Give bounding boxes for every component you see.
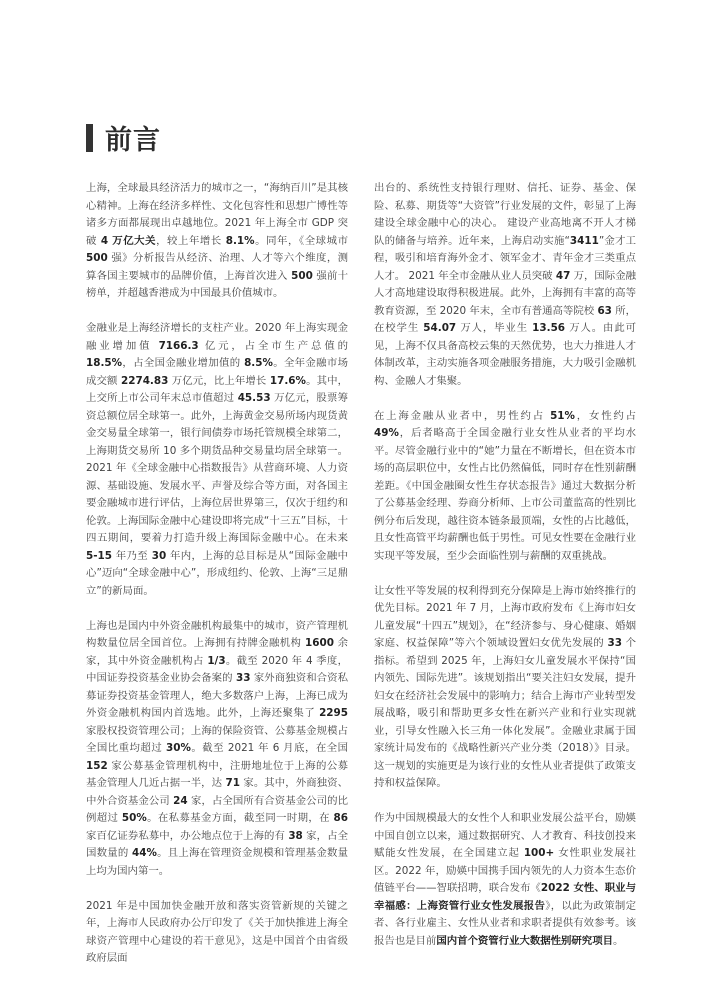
emphasis-text: 71 <box>225 777 240 789</box>
body-text: 万亿元，比上年增长 <box>168 374 270 387</box>
emphasis-text: 1600 <box>305 637 334 649</box>
body-text: 家，占全国所有合资基金公司的比例超过 <box>86 794 348 824</box>
paragraph <box>86 898 348 968</box>
body-text: 。在私募基金方面，截至同一时期，在 <box>146 812 334 824</box>
body-text: 家股权投资管理公司；上海的保险资管、公募基金规模占全国比重均超过 <box>86 724 348 754</box>
emphasis-text: 38 <box>288 829 303 842</box>
emphasis-text: 54.07 <box>423 322 457 334</box>
body-text: 强前十榜单，并超越香港成为中国最具价值城市。 <box>86 269 348 299</box>
emphasis-text: 45.53 <box>237 392 271 404</box>
emphasis-text: 2022 女性、职业与幸福感：上海资管行业女性发展报告 <box>374 882 637 912</box>
emphasis-text: 5-15 <box>86 549 113 562</box>
emphasis-text: 13.56 <box>532 322 566 334</box>
body-text: ，较上年增长 <box>156 234 226 247</box>
emphasis-text: 50% <box>121 812 147 824</box>
body-text: 。 <box>612 934 624 947</box>
paragraph <box>374 583 636 793</box>
emphasis-text: 30 <box>151 549 167 562</box>
emphasis-text: 500 <box>86 252 108 264</box>
page-title: 前言 <box>105 125 161 156</box>
body-text: 。全年金融市场成交额 <box>86 357 348 387</box>
emphasis-text: 33 <box>607 637 623 649</box>
body-text: 万人，毕业生 <box>456 322 533 334</box>
emphasis-text: 8.5% <box>244 357 273 369</box>
emphasis-text: 2274.83 <box>121 374 169 387</box>
emphasis-text: 1/3 <box>207 654 226 667</box>
body-text: 家公募基金管理机构中，注册地址位于上海的公募基金管理人几近占据一半，达 <box>86 759 348 789</box>
body-text: 在上海金融从业者中，男性约占 <box>374 409 551 422</box>
emphasis-text: 8.1% <box>225 234 255 247</box>
body-text: 金融业是上海经济增长的支柱产业。2020 年上海实现金融业增加值 <box>86 322 348 352</box>
left-column <box>86 180 348 985</box>
emphasis-text: 49% <box>374 427 399 439</box>
paragraph <box>374 180 636 390</box>
body-text: 万亿元，股票筹资总额位居全球第一。此外，上海黄金交易所场内现货黄金交易量全球第一，银行间债券市场托管规模全球第二，上海期货交易所 10 多个期货品种交易量均居全球第一。2021 年《全球金融中心指数报告》从营商环境、人力资源、基础设施、发展水平、声誉及综合等方面，对各国主要金融城市进行评估，上海位居世界第三，仅次于纽约和伦敦。上海国际金融中心建设即将完成“十三五”目标，十四五期间，要着力打造升级上海国际金融中心。在未来 <box>86 392 348 544</box>
body-text: 万人。由此可见，上海不仅具备高校云集的天然优势，也大力推进人才体制改革，主动实施各项金融服务措施，大力吸引金融机构、金融人才集聚。 <box>374 322 636 387</box>
paragraph <box>86 618 348 881</box>
right-column <box>374 180 636 968</box>
emphasis-text: 4 万亿大关 <box>100 234 157 247</box>
body-text: 》，以此为政策制定者、各行业雇主、女性从业者和求职者提供有效参考。该报告也是目前 <box>374 899 636 947</box>
paragraph <box>86 180 348 303</box>
emphasis-text: 51% <box>550 409 575 422</box>
emphasis-text: 47 <box>555 269 571 282</box>
body-text: ，占全国金融业增加值的 <box>122 357 245 369</box>
body-text: 亿元，占全市生产总值的 <box>198 339 348 352</box>
heading-accent-bar <box>86 124 93 152</box>
body-text: 万，国际金融人才高地建设取得积极进展。此外，上海拥有丰富的高等教育资源，至 2020 年末，全市有普通高等院校 <box>374 269 636 317</box>
emphasis-text: 17.6% <box>269 374 306 387</box>
body-text: ，女性约占 <box>574 409 637 422</box>
body-text: 上海，全球最具经济活力的城市之一，“海纳百川”是其核心精神。上海在经济多样性、文化包容性和思想广博性等诸多方面都展现出卓越地位。2021 年上海全市 GDP 突破 <box>86 182 348 247</box>
body-text: 。且上海在管理资金规模和管理基金数量上均为国内第一。 <box>86 847 348 877</box>
body-text: ，后者略高于全国金融行业女性从业者的平均水平。尽管金融行业中的“她”力量在不断增长，但在资本市场的高层职位中，女性占比仍然偏低，同时存在性别薪酬差距。《中国金融圈女性生存状态报告》通过大数据分析了公募基金经理、券商分析师、上市公司董监高的性别比例分布后发现，越往资本链条最顶端，女性的占比越低，且女性高管平均薪酬也低于男性。可见女性要在金融行业实现平等发展，至少会面临性别与薪酬的双重挑战。 <box>374 427 636 562</box>
emphasis-text: 152 <box>86 759 108 772</box>
emphasis-text: 2295 <box>319 707 348 719</box>
emphasis-text: 18.5% <box>86 357 123 369</box>
emphasis-text: 3411 <box>569 234 599 247</box>
paragraph <box>86 320 348 600</box>
body-text: 强》分析报告从经济、治理、人才等六个维度，测算各国主要城市的品牌价值，上海首次进入 <box>86 252 348 282</box>
body-text: 家百亿证券私募中，办公地点位于上海的有 <box>86 829 289 842</box>
emphasis-text: 国内首个资管行业大数据性别研究项目 <box>436 934 613 947</box>
body-text: 所，在校学生 <box>374 304 636 334</box>
body-text: 女性职业发展社区。2022 年，励媖中国携手国内领先的人力资本生态价值链平台——智联招聘，联合发布《 <box>374 847 636 894</box>
emphasis-text: 44% <box>132 847 157 859</box>
emphasis-text: 500 <box>291 269 313 282</box>
emphasis-text: 63 <box>597 304 612 317</box>
body-text: 余家，其中外资金融机构占 <box>86 637 348 667</box>
body-text: 个指标。希望到 2025 年，上海妇女儿童发展水平保持“国内领先、国际先进”。该规划指出“要关注妇女发展，提升妇女在经济社会发展中的影响力；结合上海市产业转型发展战略，吸引和帮助更多女性在新兴产业和行业实现就业，引导女性融入长三角一体化发展”。金融业隶属于国家统计局发布的《战略性新兴产业分类（2018）》目录。这一规划的实施更是为该行业的女性从业者提供了政策支持和权益保障。 <box>374 637 636 789</box>
body-text: 作为中国规模最大的女性个人和职业发展公益平台，励媖中国自创立以来，通过数据研究、人才教育、科技创投来赋能女性发展，在全国建立起 <box>374 812 636 859</box>
paragraph <box>374 408 636 566</box>
body-text: 上海也是国内中外资金融机构最集中的城市，资产管理机构数量位居全国首位。上海拥有持牌金融机构 <box>86 619 348 649</box>
body-text: ”金才工程，吸引和培育海外金才、领军金才、青年金才三类重点人才。 2021 年全市金融从业人员突破 <box>374 234 636 282</box>
body-text: 家外商独资和合资私募证券投资基金管理人，绝大多数落户上海，上海已成为外资金融机构国内首选地。此外，上海还聚集了 <box>86 672 348 719</box>
body-text: 让女性平等发展的权利得到充分保障是上海市始终推行的优先目标。2021 年 7 月，上海市政府发布《上海市妇女儿童发展“十四五”规划》，在“经济参与、身心健康、婚姻家庭、权益保障”等六个领域设置妇女优先发展的 <box>374 584 636 649</box>
emphasis-text: 86 <box>333 812 348 824</box>
paragraph <box>374 810 636 950</box>
emphasis-text: 7166.3 <box>158 339 199 352</box>
body-text: 出台的、系统性支持银行理财、信托、证券、基金、保险、私募、期货等“大资管”行业发展的文件，彰显了上海建设全球金融中心的决心。 建设产业高地离不开人才梯队的储备与培养。近年来，上海启动实施“ <box>374 182 636 247</box>
section-heading <box>86 118 161 157</box>
body-text: 家，占全国数量的 <box>86 829 348 859</box>
emphasis-text: 33 <box>235 672 251 684</box>
body-text: 。截至 2020 年 4 季度，中国证券投资基金业协会备案的 <box>86 654 349 684</box>
emphasis-text: 30% <box>166 742 191 754</box>
body-text: 年乃至 <box>112 549 152 562</box>
body-text: 。同年，《全球城市 <box>254 234 348 247</box>
body-text: 2021 年是中国加快金融开放和落实资管新规的关键之年，上海市人民政府办公厅印发了《关于加快推进上海全球资产管理中心建设的若干意见》，这是中国首个由省级政府层面 <box>86 899 348 964</box>
body-text: 。其中，上交所上市公司年末总市值超过 <box>86 374 349 404</box>
emphasis-text: 24 <box>173 794 188 807</box>
emphasis-text: 100+ <box>523 847 555 859</box>
body-text: 。截至 2021 年 6 月底，在全国 <box>190 742 349 754</box>
body-text: 年内，上海的总目标是从“国际金融中心”迈向“全球金融中心”，形成纽约、伦敦、上海“三足鼎立”的新局面。 <box>86 549 348 597</box>
body-text: 家。其中，外商独资、中外合资基金公司 <box>86 777 348 807</box>
